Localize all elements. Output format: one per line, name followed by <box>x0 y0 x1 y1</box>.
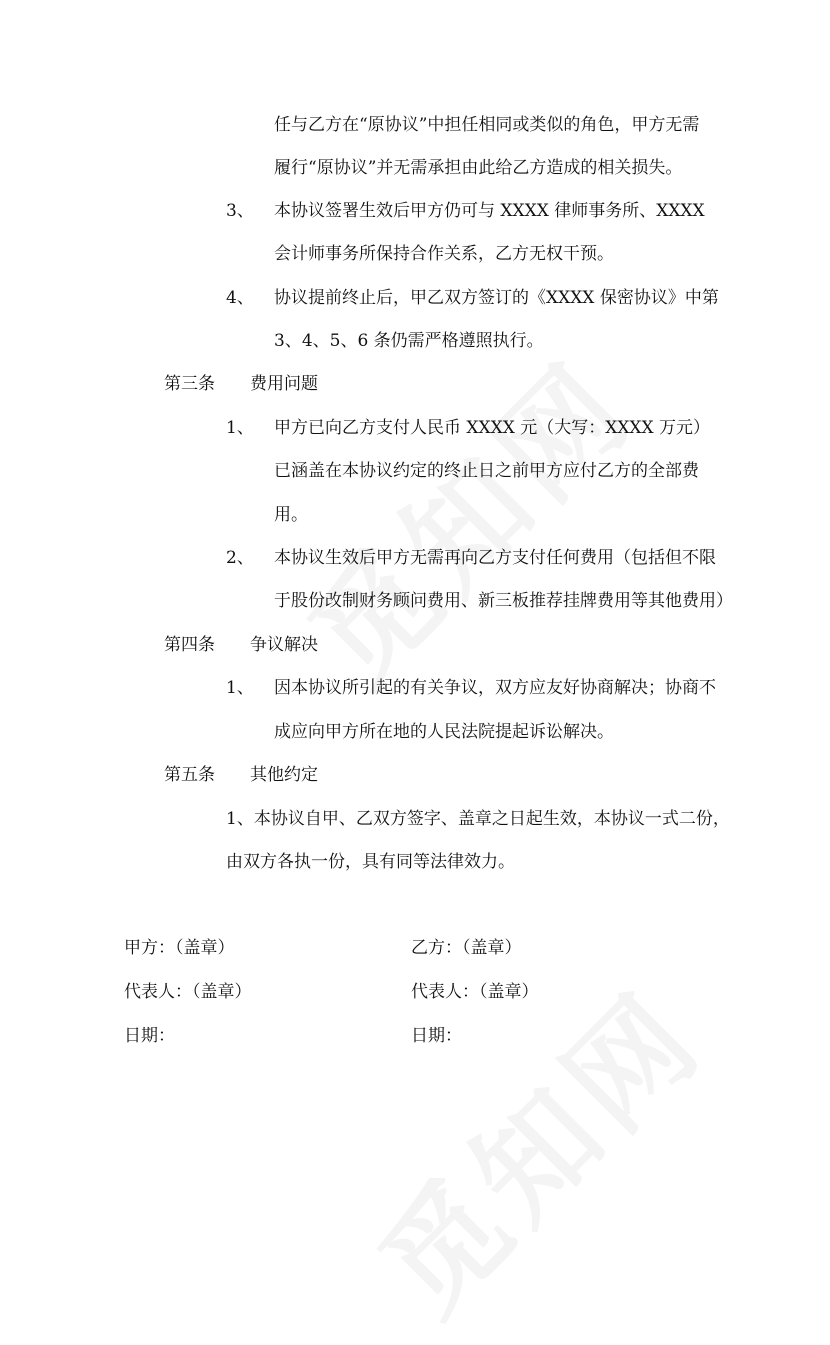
party-a-representative: 代表人：（盖章） <box>124 982 252 1002</box>
article-3-title: 费用问题 <box>250 374 318 394</box>
article-4-item-1-number: 1、 <box>226 678 254 698</box>
article-3-item-1-line1: 甲方已向乙方支付人民币 XXXX 元（大写：XXXX 万元） <box>274 418 711 438</box>
article-3-item-1-line2: 已涵盖在本协议约定的终止日之前甲方应付乙方的全部费 <box>274 461 699 481</box>
party-b-seal: 乙方：（盖章） <box>411 938 522 958</box>
watermark-bottom <box>336 947 733 1344</box>
article-3-item-2-number: 2、 <box>226 548 254 568</box>
article-3-item-2-line2: 于股份改制财务顾问费用、新三板推荐挂牌费用等其他费用） <box>274 591 733 611</box>
party-a-seal: 甲方：（盖章） <box>124 938 235 958</box>
article-3-label: 第三条 <box>164 374 215 394</box>
item-continuation-line1: 任与乙方在“原协议”中担任相同或类似的角色，甲方无需 <box>274 115 700 135</box>
item-3-line2: 会计师事务所保持合作关系，乙方无权干预。 <box>274 244 614 264</box>
item-continuation-line2: 履行“原协议”并无需承担由此给乙方造成的相关损失。 <box>274 158 683 178</box>
party-a-date: 日期： <box>124 1026 175 1046</box>
article-4-title: 争议解决 <box>250 635 318 655</box>
item-3-number: 3、 <box>226 201 254 221</box>
item-3-line1: 本协议签署生效后甲方仍可与 XXXX 律师事务所、XXXX <box>274 201 705 221</box>
item-4-line2: 3、4、5、6 条仍需严格遵照执行。 <box>274 331 544 351</box>
article-5-line1: 1、本协议自甲、乙双方签字、盖章之日起生效，本协议一式二份， <box>226 809 730 829</box>
article-5-label: 第五条 <box>164 765 215 785</box>
article-4-item-1-line2: 成应向甲方所在地的人民法院提起诉讼解决。 <box>274 722 614 742</box>
article-5-line2: 由双方各执一份，具有同等法律效力。 <box>226 852 515 872</box>
article-4-label: 第四条 <box>164 635 215 655</box>
item-4-number: 4、 <box>226 288 254 308</box>
article-3-item-2-line1: 本协议生效后甲方无需再向乙方支付任何费用（包括但不限 <box>274 548 716 568</box>
party-b-date: 日期： <box>411 1026 462 1046</box>
article-5-title: 其他约定 <box>250 765 318 785</box>
article-3-item-1-number: 1、 <box>226 418 254 438</box>
watermark-top <box>266 317 663 714</box>
article-4-item-1-line1: 因本协议所引起的有关争议，双方应友好协商解决；协商不 <box>274 678 716 698</box>
party-b-representative: 代表人：（盖章） <box>411 982 539 1002</box>
item-4-line1: 协议提前终止后，甲乙双方签订的《XXXX 保密协议》中第 <box>274 288 719 308</box>
article-3-item-1-line3: 用。 <box>274 505 308 525</box>
